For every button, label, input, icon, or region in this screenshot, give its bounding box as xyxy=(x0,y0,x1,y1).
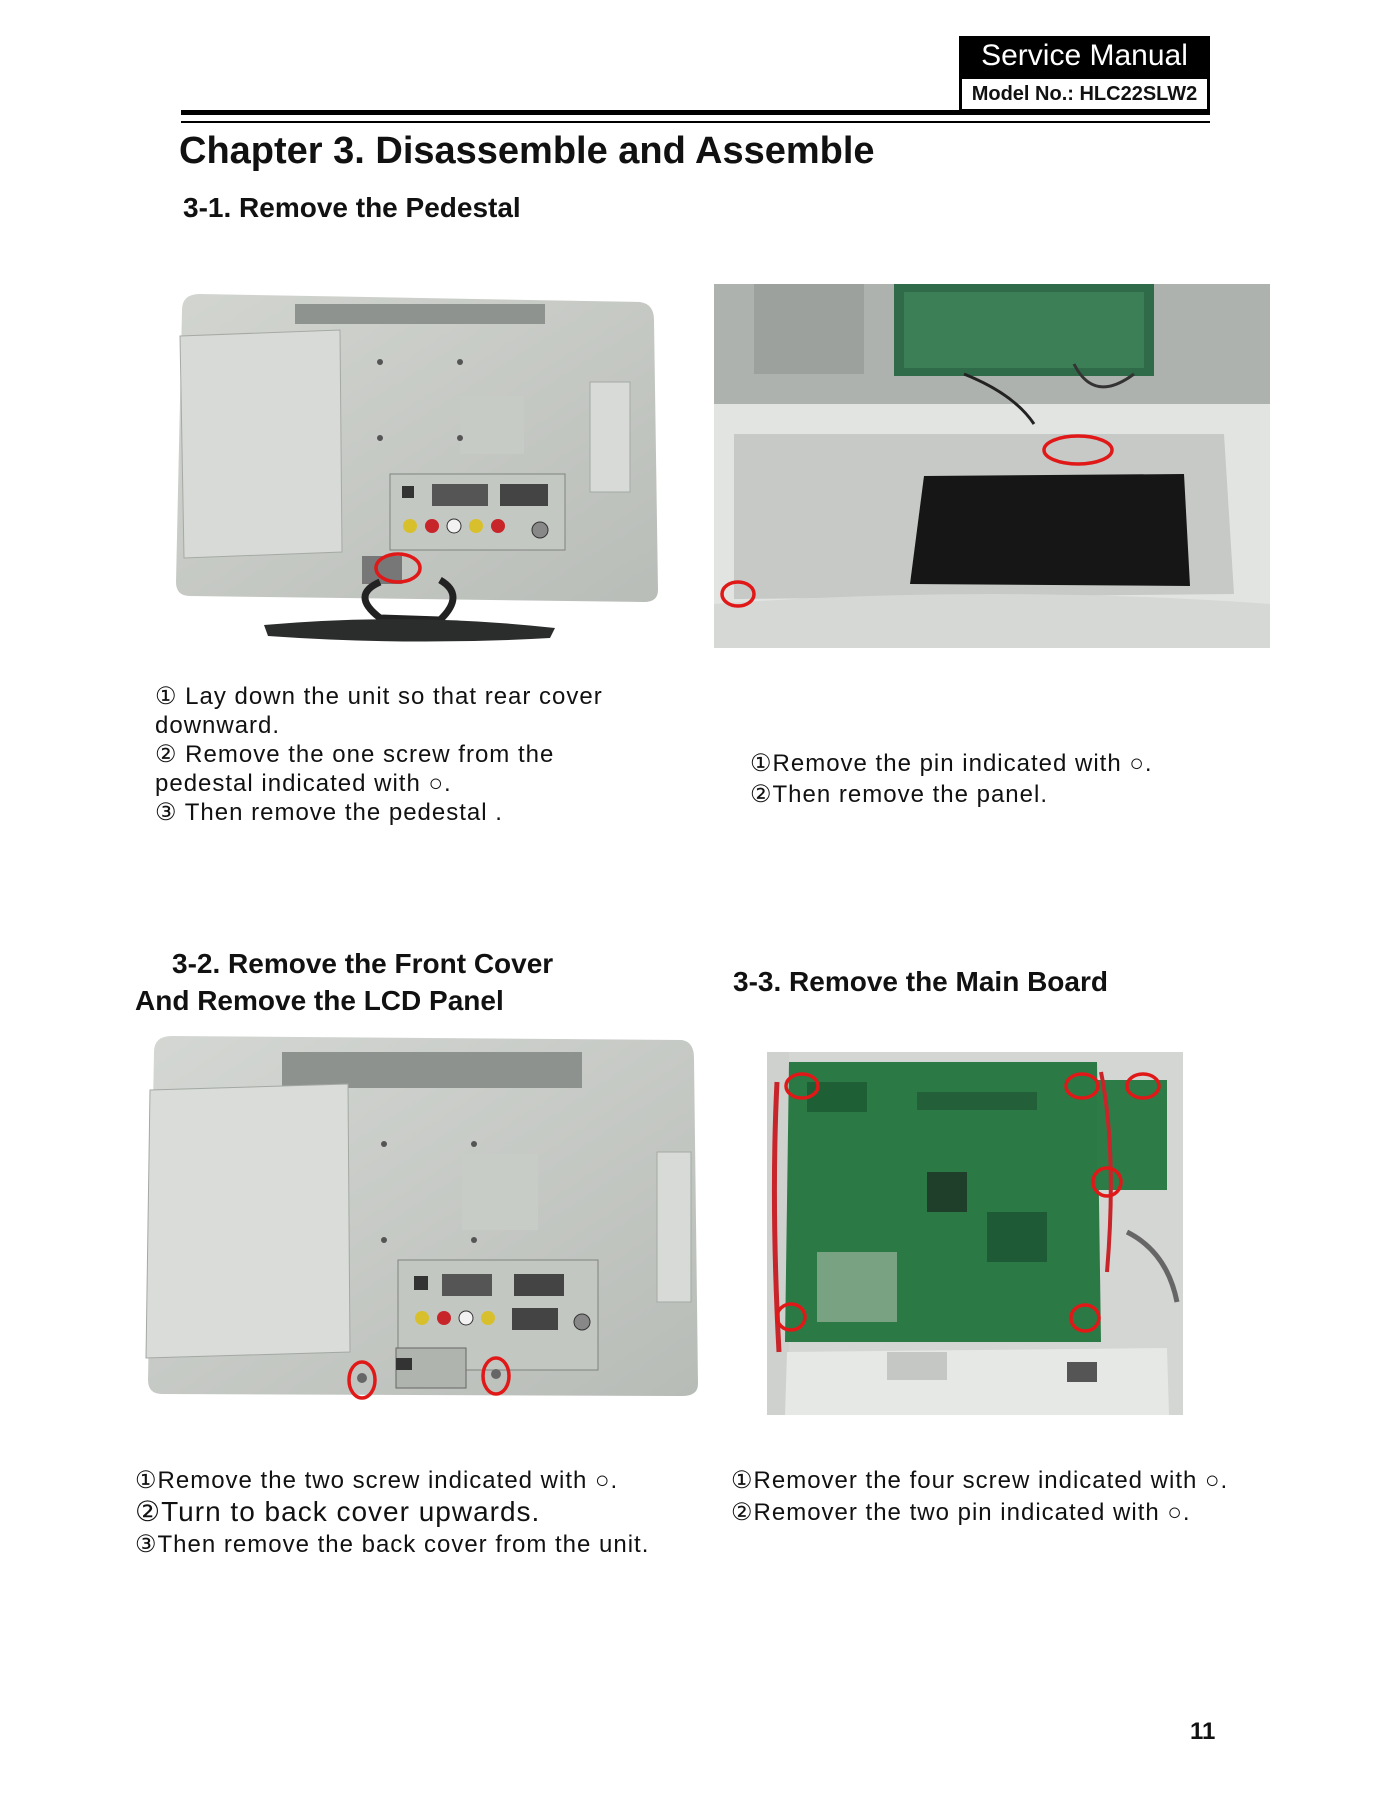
model-number-label: Model No.: HLC22SLW2 xyxy=(959,76,1210,112)
s3-step-1: ①Remover the four screw indicated with ○. xyxy=(731,1467,1229,1494)
page-number: 11 xyxy=(1190,1718,1216,1745)
s1-left-step-2: ② Remove the one screw from the xyxy=(155,741,555,768)
s1-left-step-1: ① Lay down the unit so that rear cover xyxy=(155,683,603,710)
header-rule xyxy=(181,110,1210,115)
chapter-title: Chapter 3. Disassemble and Assemble xyxy=(179,130,875,172)
section-3-3-heading: 3-3. Remove the Main Board xyxy=(733,966,1108,997)
photo-tv-opened-panel xyxy=(714,284,1270,648)
section-3-2-heading-line1: 3-2. Remove the Front Cover xyxy=(172,948,554,979)
s1-right-step-1: ①Remove the pin indicated with ○. xyxy=(750,750,1153,777)
s3-step-2: ②Remover the two pin indicated with ○. xyxy=(731,1499,1191,1526)
s1-left-step-1-cont: downward. xyxy=(155,712,281,739)
header-rule-thin xyxy=(181,121,1210,123)
s1-left-step-3: ③ Then remove the pedestal . xyxy=(155,799,503,826)
s1-left-step-2-cont: pedestal indicated with ○. xyxy=(155,770,452,797)
s1-right-step-2: ②Then remove the panel. xyxy=(750,781,1049,808)
photo-tv-rear-screws xyxy=(142,1032,700,1422)
photo-main-board xyxy=(767,1052,1183,1415)
photo-tv-rear-pedestal xyxy=(170,290,660,645)
s2-step-2: ②Turn to back cover upwards. xyxy=(135,1496,541,1527)
section-3-2-heading-line2: And Remove the LCD Panel xyxy=(135,985,504,1016)
service-manual-label: Service Manual xyxy=(959,36,1210,76)
s2-step-3: ③Then remove the back cover from the unit. xyxy=(135,1531,650,1558)
section-3-1-heading: 3-1. Remove the Pedestal xyxy=(183,192,521,223)
s2-step-1: ①Remove the two screw indicated with ○. xyxy=(135,1467,619,1494)
